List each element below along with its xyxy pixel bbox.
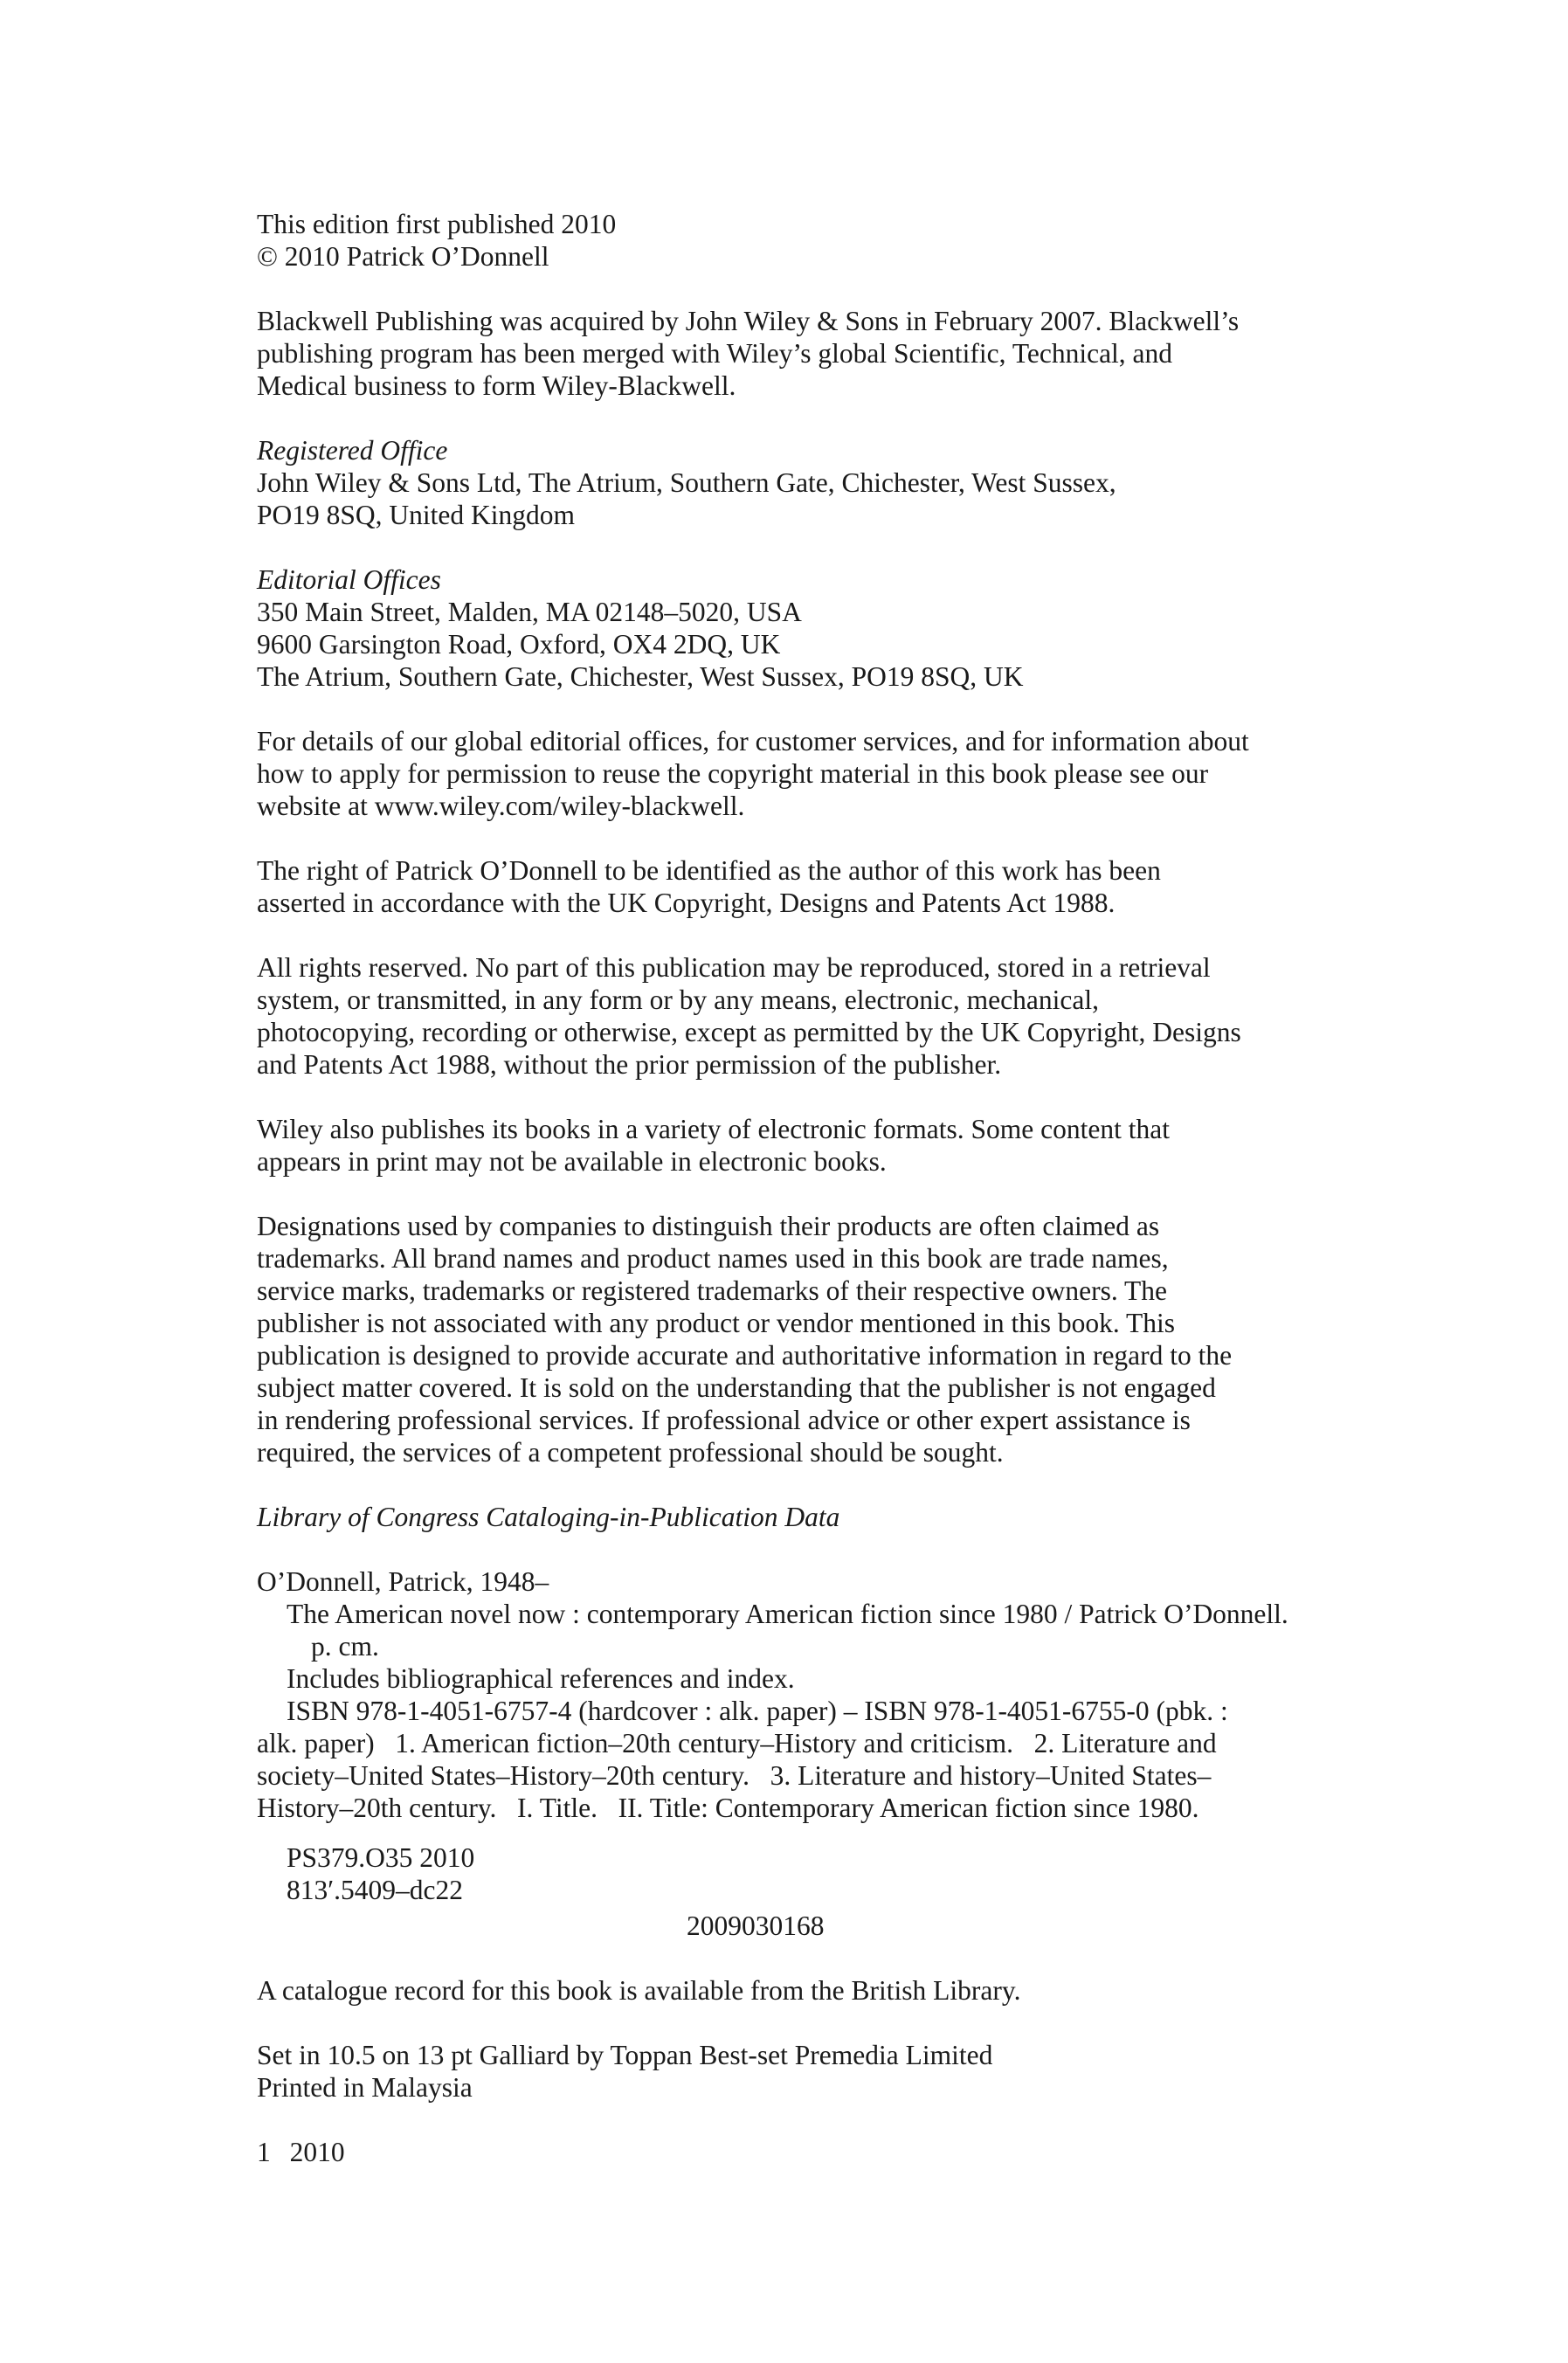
designations-paragraph [257, 1210, 1384, 1468]
cip-pages: p. cm. [311, 1631, 379, 1662]
editorial-office-line: 350 Main Street, Malden, MA 02148–5020, USA [257, 597, 802, 627]
designations-line: publisher is not associated with any product or vendor mentioned in this book. This [257, 1308, 1176, 1338]
cip-lccn: 2009030168 [687, 1910, 825, 1941]
cip-subject-line: alk. paper) 1. American fiction–20th century–History and criticism. 2. Literature and [257, 1728, 1217, 1758]
details-line: website at www.wiley.com/wiley-blackwell. [257, 791, 745, 821]
rights-reserved-paragraph [257, 951, 1384, 1081]
british-library-paragraph [257, 1974, 1384, 2007]
printing-line-block [257, 2136, 1384, 2168]
rights-reserved-line: and Patents Act 1988, without the prior permission of the publisher. [257, 1049, 1002, 1080]
electronic-formats-line: appears in print may not be available in electronic books. [257, 1146, 887, 1177]
designations-line: trademarks. All brand names and product names used in this book are trade names, [257, 1243, 1169, 1274]
rights-reserved-line: photocopying, recording or otherwise, except as permitted by the UK Copyright, Designs [257, 1017, 1241, 1047]
editorial-office-line: 9600 Garsington Road, Oxford, OX4 2DQ, UK [257, 629, 781, 660]
designations-line: Designations used by companies to distinguish their products are often claimed as [257, 1211, 1160, 1241]
designations-line: publication is designed to provide accurate and authoritative information in regard to the [257, 1340, 1233, 1371]
edition-copyright: © 2010 Patrick O’Donnell [257, 241, 549, 272]
registered-office-heading: Registered Office [257, 435, 448, 466]
cip-call-number: PS379.O35 2010 [287, 1842, 475, 1873]
cip-title: The American novel now : contemporary American fiction since 1980 / Patrick O’Donnell. [287, 1599, 1288, 1629]
printed-in-line: Printed in Malaysia [257, 2072, 473, 2103]
copyright-page [257, 208, 1384, 2201]
acquisition-line: Blackwell Publishing was acquired by John Wiley & Sons in February 2007. Blackwell’s [257, 306, 1240, 336]
acquisition-line: Medical business to form Wiley-Blackwell. [257, 370, 736, 401]
electronic-formats-line: Wiley also publishes its books in a variety of electronic formats. Some content that [257, 1114, 1170, 1144]
registered-office-line: PO19 8SQ, United Kingdom [257, 500, 576, 530]
designations-line: required, the services of a competent professional should be sought. [257, 1437, 1004, 1468]
acquisition-paragraph [257, 305, 1384, 402]
cip-subject-line: History–20th century. I. Title. II. Title: Contemporary American fiction since 1980. [257, 1793, 1199, 1823]
rights-reserved-line: system, or transmitted, in any form or by any means, electronic, mechanical, [257, 985, 1099, 1015]
cip-author: O’Donnell, Patrick, 1948– [257, 1566, 549, 1597]
cip-dewey: 813′.5409–dc22 [287, 1875, 463, 1905]
editorial-office-line: The Atrium, Southern Gate, Chichester, West Sussex, PO19 8SQ, UK [257, 661, 1024, 692]
electronic-formats-paragraph [257, 1113, 1384, 1178]
rights-reserved-line: All rights reserved. No part of this publication may be reproduced, stored in a retrieval [257, 952, 1211, 983]
author-right-line: asserted in accordance with the UK Copyright, Designs and Patents Act 1988. [257, 888, 1116, 918]
author-right-paragraph [257, 854, 1384, 919]
cip-subject-line: society–United States–History–20th century. 3. Literature and history–United States– [257, 1760, 1212, 1791]
details-line: how to apply for permission to reuse the copyright material in this book please see our [257, 758, 1209, 789]
details-line: For details of our global editorial offices, for customer services, and for information about [257, 726, 1249, 757]
cip-record [257, 1565, 1384, 1824]
designations-line: subject matter covered. It is sold on the understanding that the publisher is not engaged [257, 1372, 1216, 1403]
designations-line: service marks, trademarks or registered trademarks of their respective owners. The [257, 1275, 1167, 1306]
registered-office-block [257, 434, 1384, 531]
cip-classification [257, 1841, 1384, 1942]
details-paragraph [257, 725, 1384, 822]
cip-heading: Library of Congress Cataloging-in-Publication Data [257, 1502, 840, 1532]
printing-impression: 1 2010 [257, 2137, 345, 2167]
british-library-line: A catalogue record for this book is available from the British Library. [257, 1975, 1021, 2006]
cip-heading-block [257, 1501, 1384, 1533]
designations-line: in rendering professional services. If professional advice or other expert assistance is [257, 1405, 1191, 1435]
edition-block [257, 208, 1384, 273]
editorial-offices-heading: Editorial Offices [257, 564, 441, 595]
edition-first-published: This edition first published 2010 [257, 209, 617, 239]
typesetting-line: Set in 10.5 on 13 pt Galliard by Toppan Best-set Premedia Limited [257, 2040, 993, 2070]
typesetting-paragraph [257, 2039, 1384, 2104]
cip-includes: Includes bibliographical references and index. [287, 1663, 795, 1694]
author-right-line: The right of Patrick O’Donnell to be identified as the author of this work has been [257, 855, 1161, 886]
acquisition-line: publishing program has been merged with Wiley’s global Scientific, Technical, and [257, 338, 1173, 369]
registered-office-line: John Wiley & Sons Ltd, The Atrium, Southern Gate, Chichester, West Sussex, [257, 467, 1116, 498]
cip-isbn-line: ISBN 978-1-4051-6757-4 (hardcover : alk. paper) – ISBN 978-1-4051-6755-0 (pbk. : [287, 1696, 1228, 1726]
editorial-offices-block [257, 563, 1384, 693]
